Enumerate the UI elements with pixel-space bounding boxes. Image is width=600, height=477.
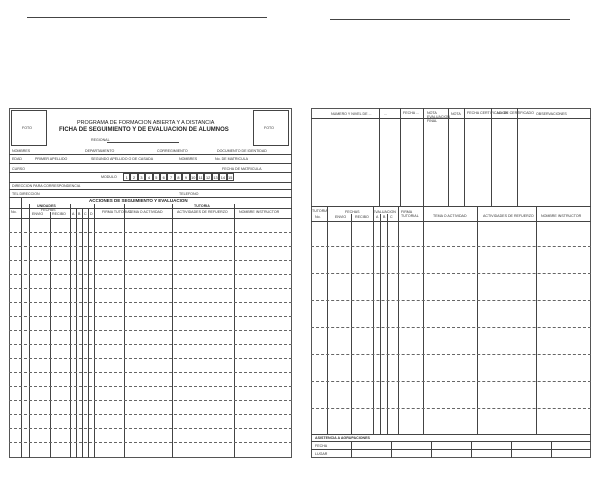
table-row: [311, 273, 591, 274]
row2-line: [9, 163, 292, 164]
bot-fechas: FECHAS: [345, 210, 360, 214]
vcol: [234, 204, 235, 458]
modulo-number-box[interactable]: 2: [130, 173, 137, 181]
table-row: [9, 386, 292, 387]
row1-line: [9, 154, 292, 155]
hdr-col-c: C: [84, 212, 87, 216]
top-col2: ...: [384, 112, 387, 116]
table-row: [9, 330, 292, 331]
field-documento: DOCUMENTO DE IDENTIDAD: [217, 149, 267, 153]
right-outer-border: [311, 108, 591, 458]
hdr-actividades: ACTIVIDADES DE REFUERZO: [177, 210, 228, 214]
bot-instructor: NOMBRE INSTRUCTOR: [541, 214, 582, 218]
right-form: [311, 108, 591, 458]
top-rule-left: [27, 17, 267, 18]
top-vcol: [491, 108, 492, 206]
vcol: [94, 204, 95, 458]
table-row: [311, 300, 591, 301]
bot-hdr-line: [311, 221, 591, 222]
table-row: [311, 381, 591, 382]
table-row: [9, 400, 292, 401]
top-col5: NOTA: [451, 112, 461, 116]
bot-no: No.: [315, 215, 321, 219]
photo-label-right: FOTO: [264, 126, 274, 130]
vcol: [21, 198, 22, 458]
modulo-number-box[interactable]: 11: [197, 173, 204, 181]
vcol: [124, 204, 125, 458]
modulo-number-box[interactable]: 6: [160, 173, 167, 181]
field-nombre: NOMBRES: [12, 149, 31, 153]
top-table-bottom: [311, 206, 591, 207]
field-segundo-apellido: SEGUNDO APELLIDO O DE CASADA: [91, 157, 154, 161]
modulo-number-box[interactable]: 7: [167, 173, 174, 181]
top-vcol: [464, 108, 465, 206]
footer-top-line: [311, 434, 591, 435]
footer-cell-divider: [511, 441, 512, 458]
hdr-col-a: A: [72, 212, 75, 216]
hdr-tema: TEMA O ACTIVIDAD: [129, 210, 163, 214]
bot-vcol: [327, 206, 328, 434]
bot-col-a: A: [376, 215, 379, 219]
vcol: [70, 204, 71, 458]
bot-evaluacion: EVALUACION: [373, 210, 396, 214]
hdr-unidades: UNIDADES: [37, 204, 56, 208]
bot-firma: FIRMA TUTORIAL: [401, 210, 419, 218]
table-row: [9, 372, 292, 373]
hdr-fechas: FECHAS: [41, 208, 56, 212]
modulo-number-box[interactable]: 14: [219, 173, 226, 181]
form-title-line1: PROGRAMA DE FORMACION ABIERTA Y A DISTANCIA: [77, 120, 215, 126]
bot-vcol: [380, 214, 381, 434]
top-col8: OBSERVACIONES: [536, 112, 567, 116]
top-vcol: [400, 108, 401, 206]
top-hdr-line: [311, 118, 591, 119]
modulo-number-box[interactable]: 4: [145, 173, 152, 181]
footer-line2: [311, 441, 591, 442]
table-row: [9, 232, 292, 233]
field-edad: EDAD: [12, 157, 22, 161]
bot-vcol: [398, 206, 399, 434]
hdr-firma: FIRMA TUTORIAL: [102, 210, 132, 214]
footer-line3: [311, 449, 591, 450]
bot-vcol: [477, 206, 478, 434]
top-col1: NUMERO Y NIVEL DE ...: [331, 112, 372, 116]
section-title: ACCIONES DE SEGUIMIENTO Y EVALUACION: [89, 198, 188, 203]
table-row: [9, 358, 292, 359]
table-row: [9, 428, 292, 429]
field-tel-direccion: TEL DIRECCION: [12, 192, 40, 196]
row5-line: [9, 189, 292, 190]
top-col6: FECHA CERTIFICACION: [467, 111, 508, 115]
bot-col-b: B: [383, 215, 386, 219]
table-row: [311, 327, 591, 328]
table-row: [311, 408, 591, 409]
table-row: [9, 442, 292, 443]
photo-label-left: FOTO: [22, 126, 32, 130]
field-nombres2: NOMBRES: [179, 157, 198, 161]
footer-cell-divider: [551, 441, 552, 458]
top-col4: NOTA EVALUACION FINAL: [427, 111, 450, 123]
footer-asistencia: ASISTENCIA A AGRUPACIONES: [315, 436, 370, 440]
bot-vcol: [423, 206, 424, 434]
bot-actividades: ACTIVIDADES DE REFUERZO: [483, 214, 534, 218]
hdr-no: No.: [11, 210, 17, 214]
modulo-number-box[interactable]: 13: [212, 173, 219, 181]
modulo-number-box[interactable]: 8: [175, 173, 182, 181]
row4-line: [9, 182, 292, 183]
top-vcol: [379, 108, 380, 206]
table-row: [311, 354, 591, 355]
hdr-line-bottom: [9, 218, 292, 219]
hdr-col-b: B: [78, 212, 81, 216]
top-vcol: [423, 108, 424, 206]
form-title-line2: FICHA DE SEGUIMIENTO Y DE EVALUACION DE ALUMNOS: [59, 127, 229, 133]
modulo-number-box[interactable]: 1: [123, 173, 130, 181]
hdr-instructor: NOMBRE INSTRUCTOR: [239, 210, 280, 214]
hdr-col-d: D: [90, 212, 93, 216]
vcol: [29, 204, 30, 458]
left-form: [9, 108, 292, 458]
hdr-envio: ENVIO: [32, 212, 44, 216]
bot-vcol: [387, 214, 388, 434]
modulo-number-box[interactable]: 3: [138, 173, 145, 181]
top-col7: No. DE CERTIFICADO: [497, 111, 534, 115]
field-direccion: DIRECCION PARA CORRESPONDENCIA: [12, 184, 81, 188]
bot-vcol: [351, 214, 352, 434]
table-row: [9, 414, 292, 415]
bot-vcol: [373, 206, 374, 434]
field-departamento: DEPARTAMENTO: [85, 149, 115, 153]
table-row: [9, 302, 292, 303]
field-telefono: TELEFONO: [179, 192, 199, 196]
hdr-tutoria: TUTORIA: [194, 204, 210, 208]
table-row: [9, 246, 292, 247]
field-curso: CURSO: [12, 167, 25, 171]
footer-fecha: FECHA: [315, 444, 328, 448]
table-row: [9, 316, 292, 317]
modulo-number-box[interactable]: 5: [153, 173, 160, 181]
footer-cell-divider: [391, 441, 392, 458]
table-row: [9, 344, 292, 345]
bot-tutoria: TUTORIA: [312, 209, 328, 213]
footer-cell-divider: [351, 441, 352, 458]
field-primer-apellido: PRIMER APELLIDO: [35, 157, 68, 161]
vcol: [50, 212, 51, 458]
region-line: [107, 142, 179, 143]
field-matricula: No. DE MATRICULA: [215, 157, 249, 161]
top-vcol: [448, 108, 449, 206]
table-row: [311, 246, 591, 247]
modulo-number-box[interactable]: 15: [227, 173, 234, 181]
table-row: [9, 288, 292, 289]
footer-lugar: LUGAR: [315, 452, 328, 456]
field-modulo: MODULO: [101, 175, 117, 179]
bot-recibo: RECIBO: [355, 215, 369, 219]
bot-vcol: [536, 206, 537, 434]
footer-cell-divider: [471, 441, 472, 458]
bot-tema: TEMA O ACTIVIDAD: [433, 214, 467, 218]
bot-col-c: C: [390, 215, 393, 219]
table-row: [9, 260, 292, 261]
top-col3: FECHA ...: [403, 111, 419, 115]
field-fecha-matricula: FECHA DE MATRICULA: [222, 167, 262, 171]
hdr-recibo: RECIBO: [52, 212, 66, 216]
bot-envio: ENVIO: [335, 215, 347, 219]
vcol: [172, 204, 173, 458]
modulo-number-box[interactable]: 12: [204, 173, 211, 181]
top-vcol: [517, 108, 518, 206]
modulo-number-box[interactable]: 9: [182, 173, 189, 181]
table-row: [9, 274, 292, 275]
modulo-number-box[interactable]: 10: [190, 173, 197, 181]
field-corregimiento: CORREGIMIENTO: [157, 149, 188, 153]
top-rule-right: [330, 19, 570, 20]
footer-cell-divider: [431, 441, 432, 458]
region-label: REGIONAL: [91, 138, 110, 142]
